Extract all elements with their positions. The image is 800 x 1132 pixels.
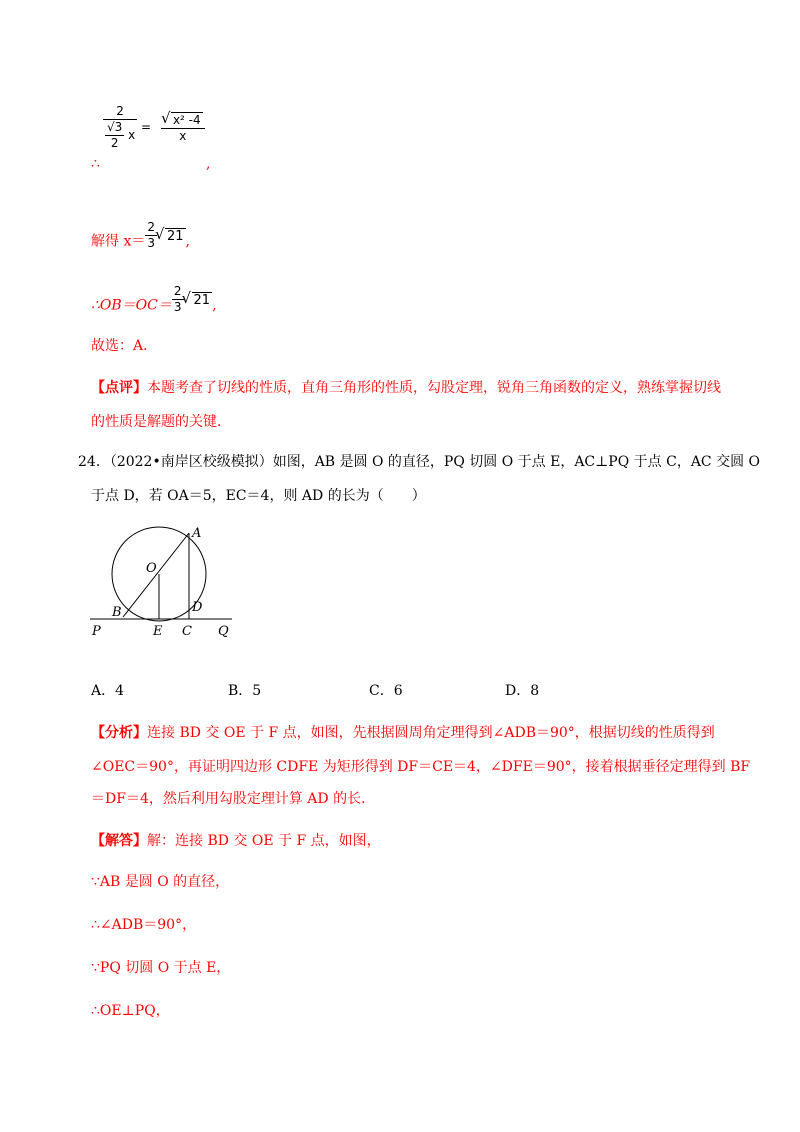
ob-sqrt: √ 21	[192, 292, 213, 308]
lhs-den-numerator: √3	[107, 120, 123, 134]
solve-frac-den: 3	[147, 236, 155, 250]
solution-line-1	[91, 831, 381, 851]
label-D: D	[192, 600, 203, 615]
choice-c: C．6	[369, 683, 403, 699]
ob-frac-den: 3	[173, 300, 182, 314]
label-C: C	[182, 624, 192, 639]
solve-text: 解得 x＝	[91, 233, 146, 250]
ob-line	[91, 284, 217, 321]
label-B: B	[112, 605, 122, 620]
choice-b: B．5	[228, 683, 262, 699]
analysis-text-1: 连接 BD 交 OE 于 F 点，如图，先根据圆周角定理得到∠ADB＝90°，根据切线的性质得到	[147, 725, 715, 741]
geometry-diagram	[86, 523, 246, 643]
rhs-sqrt: √ x² -4	[171, 112, 203, 128]
choose-answer: 故选：A．	[91, 338, 158, 354]
comment-line-1	[91, 378, 721, 398]
question-line-1: 24．（2022•南岸区校级模拟）如图，AB 是圆 O 的直径，PQ 切圆 O 于点 E，AC⊥PQ 于点 C，AC 交圆 O	[78, 454, 761, 470]
ob-frac-num: 2	[173, 284, 182, 298]
analysis-line-1	[91, 723, 715, 743]
ob-text: ∴OB＝OC＝	[91, 297, 172, 314]
analysis-line-2: ∠OEC＝90°，再证明四边形 CDFE 为矩形得到 DF＝CE＝4，∠DFE＝90°，接着根据垂径定理得到 BF	[91, 759, 751, 775]
lhs-den-variable: x	[128, 128, 136, 142]
analysis-tag: 【分析】	[91, 725, 147, 741]
solution-line-5: ∴OE⊥PQ，	[91, 1003, 170, 1019]
solution-line-2: ∵AB 是圆 O 的直径，	[91, 874, 230, 890]
label-O: O	[146, 561, 157, 576]
rhs-fraction	[161, 112, 205, 144]
question-line-2: 于点 D，若 OA＝5，EC＝4，则 AD 的长为（ ）	[91, 488, 426, 504]
comment-tag: 【点评】	[91, 380, 147, 396]
rhs-denominator: x	[179, 128, 187, 143]
analysis-line-3: ＝DF＝4，然后利用勾股定理计算 AD 的长．	[91, 791, 376, 807]
solution-text-1: 解：连接 BD 交 OE 于 F 点，如图，	[147, 833, 381, 849]
solve-line	[91, 220, 190, 257]
ob-comma: ,	[212, 297, 217, 314]
lhs-denominator	[103, 120, 137, 151]
solve-frac-num: 2	[147, 220, 155, 234]
rhs-numerator	[161, 112, 205, 129]
solution-line-3: ∴∠ADB＝90°，	[91, 917, 197, 933]
therefore-symbol: ∴	[91, 156, 100, 172]
trailing-comma: ,	[206, 156, 211, 172]
equals-sign: =	[141, 120, 152, 134]
lhs-fraction	[103, 104, 137, 151]
lhs-numerator: 2	[103, 104, 137, 120]
fraction-equation	[103, 104, 205, 151]
label-Q: Q	[218, 624, 229, 639]
comment-text-1: 本题考查了切线的性质，直角三角形的性质，勾股定理，锐角三角函数的定义，熟练掌握切线	[147, 380, 721, 396]
label-E: E	[153, 624, 163, 639]
solution-tag: 【解答】	[91, 833, 147, 849]
choice-a: A．4	[91, 683, 125, 699]
solution-line-4: ∵PQ 切圆 O 于点 E，	[91, 960, 231, 976]
solve-comma: ,	[185, 233, 190, 250]
choice-d: D．8	[505, 683, 540, 699]
comment-line-2: 的性质是解题的关键．	[91, 414, 231, 430]
lhs-den-denominator: 2	[110, 136, 119, 150]
label-A: A	[192, 526, 202, 541]
label-P: P	[92, 624, 101, 639]
solve-sqrt: √ 21	[165, 228, 186, 244]
